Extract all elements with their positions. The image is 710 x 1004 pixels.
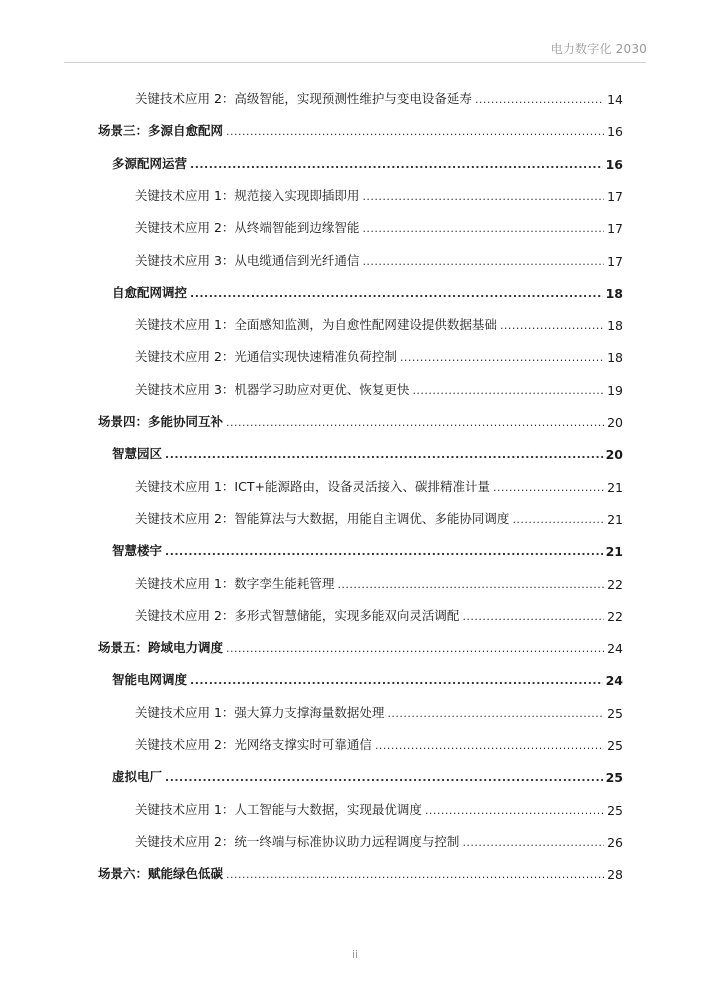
- toc-leader-dots: [226, 642, 604, 656]
- toc-entry-level-3[interactable]: [135, 729, 623, 753]
- toc-entry-title: 关键技术应用 2：光网络支撑实时可靠通信: [135, 737, 372, 752]
- toc-entry-title: 关键技术应用 3：机器学习助应对更优、恢复更快: [135, 381, 410, 397]
- toc-entry-page: 17: [607, 221, 623, 237]
- toc-entry-title: 关键技术应用 3：从电缆通信到光纤通信: [135, 252, 360, 268]
- toc-entry-level-1[interactable]: [98, 632, 623, 656]
- toc-entry-title: 关键技术应用 1：ICT+能源路由，设备灵活接入、碳排精准计量: [135, 478, 490, 494]
- toc-entry-page: 18: [607, 318, 623, 334]
- toc-entry-title: 场景六：赋能绿色低碳: [98, 866, 224, 882]
- toc-entry-title: 关键技术应用 2：光通信实现快速精准负荷控制: [135, 349, 397, 365]
- toc-entry-level-2[interactable]: [112, 761, 623, 785]
- toc-leader-dots: [412, 384, 604, 398]
- toc-entry-level-2[interactable]: [112, 277, 623, 301]
- toc-entry-title: 关键技术应用 2：统一终端与标准协议助力远程调度与控制: [135, 833, 460, 849]
- toc-entry-level-3[interactable]: [135, 503, 623, 527]
- toc-entry-page: 25: [605, 770, 623, 786]
- toc-entry-page: 18: [605, 285, 623, 301]
- toc-entry-level-2[interactable]: [112, 664, 623, 688]
- toc-entry-page: 24: [605, 673, 623, 689]
- toc-entry-level-3[interactable]: [135, 471, 623, 495]
- toc-entry-level-2[interactable]: [112, 535, 623, 559]
- toc-entry-page: 25: [607, 705, 623, 721]
- toc-entry-title: 自愈配网调控: [112, 284, 188, 300]
- toc-leader-dots: [362, 222, 604, 236]
- toc-entry-page: 28: [607, 867, 623, 883]
- toc-leader-dots: [337, 578, 604, 592]
- toc-entry-level-3[interactable]: [135, 826, 623, 850]
- toc-entry-title: 智慧楼宇: [112, 543, 163, 559]
- toc-entry-page: 16: [607, 124, 623, 140]
- toc-leader-dots: [425, 804, 604, 818]
- toc-entry-page: 25: [607, 802, 623, 818]
- toc-leader-dots: [462, 610, 604, 624]
- toc-leader-dots: [362, 190, 604, 204]
- toc-leader-dots: [190, 287, 603, 301]
- toc-entry-level-3[interactable]: [135, 212, 623, 236]
- toc-entry-level-3[interactable]: [135, 83, 623, 107]
- toc-leader-dots: [362, 255, 604, 269]
- toc-entry-level-3[interactable]: [135, 794, 623, 818]
- toc-entry-title: 场景四：多能协同互补: [98, 414, 224, 429]
- toc-entry-page: 22: [607, 608, 623, 624]
- toc-leader-dots: [400, 351, 604, 365]
- toc-leader-dots: [226, 125, 604, 139]
- toc-entry-level-3[interactable]: [135, 245, 623, 269]
- toc-leader-dots: [226, 868, 604, 882]
- toc-entry-title: 虚拟电厂: [112, 769, 163, 785]
- toc-entry-title: 多源配网运营: [112, 155, 188, 171]
- toc-entry-page: 16: [605, 156, 623, 172]
- toc-entry-page: 19: [607, 382, 623, 398]
- toc-entry-page: 20: [605, 447, 623, 463]
- toc-entry-level-3[interactable]: [135, 309, 623, 333]
- toc-leader-dots: [190, 158, 603, 172]
- toc-leader-dots: [462, 836, 604, 850]
- toc-entry-title: 关键技术应用 1：强大算力支撑海量数据处理: [135, 704, 385, 720]
- toc-entry-page: 17: [607, 253, 623, 269]
- toc-entry-title: 关键技术应用 2：多形式智慧储能，实现多能双向灵活调配: [135, 607, 460, 623]
- toc-entry-page: 21: [605, 544, 623, 560]
- toc-entry-page: 20: [607, 415, 623, 430]
- toc-leader-dots: [165, 771, 603, 785]
- toc-entry-level-2[interactable]: [112, 148, 623, 172]
- toc-entry-page: 22: [607, 576, 623, 592]
- toc-entry-page: 14: [607, 92, 623, 107]
- toc-entry-page: 21: [607, 479, 623, 495]
- toc-leader-dots: [387, 707, 604, 721]
- toc-leader-dots: [475, 93, 604, 107]
- toc-entry-title: 关键技术应用 2：高级智能，实现预测性维护与变电设备延寿: [135, 91, 472, 106]
- toc-entry-page: 26: [607, 834, 623, 850]
- toc-entry-page: 18: [607, 350, 623, 366]
- toc-entry-level-3[interactable]: [135, 180, 623, 204]
- header-divider: [64, 62, 646, 63]
- toc-entry-page: 17: [607, 188, 623, 204]
- toc-entry-level-1[interactable]: [98, 406, 623, 430]
- toc-entry-level-1[interactable]: [98, 858, 623, 882]
- toc-leader-dots: [190, 674, 603, 688]
- page-number: ii: [351, 948, 359, 961]
- toc-entry-title: 关键技术应用 1：全面感知监测，为自愈性配网建设提供数据基础: [135, 317, 497, 333]
- toc-entry-title: 场景三：多源自愈配网: [98, 123, 224, 139]
- toc-leader-dots: [165, 545, 603, 559]
- toc-entry-title: 关键技术应用 1：数字孪生能耗管理: [135, 575, 335, 591]
- toc-entry-title: 智能电网调度: [112, 672, 188, 688]
- toc-entry-title: 关键技术应用 1：规范接入实现即插即用: [135, 187, 360, 203]
- toc-leader-dots: [165, 448, 603, 462]
- toc-entry-level-1[interactable]: [98, 115, 623, 139]
- toc-entry-level-3[interactable]: [135, 341, 623, 365]
- toc-entry-title: 关键技术应用 1：人工智能与大数据，实现最优调度: [135, 801, 422, 817]
- toc-leader-dots: [493, 481, 604, 495]
- toc-entry-level-2[interactable]: [112, 438, 623, 462]
- toc-entry-level-3[interactable]: [135, 600, 623, 624]
- toc-leader-dots: [512, 513, 604, 527]
- toc-entry-title: 场景五：跨域电力调度: [98, 640, 224, 656]
- toc-entry-title: 关键技术应用 2：智能算法与大数据，用能自主调优、多能协同调度: [135, 510, 510, 526]
- toc-entry-page: 21: [607, 511, 623, 527]
- toc-leader-dots: [226, 416, 604, 430]
- toc-entry-page: 24: [607, 641, 623, 657]
- toc-entry-level-3[interactable]: [135, 374, 623, 398]
- toc-entry-title: 智慧园区: [112, 446, 163, 462]
- toc-entry-level-3[interactable]: [135, 568, 623, 592]
- toc-leader-dots: [500, 319, 604, 333]
- toc-entry-page: 25: [607, 738, 623, 753]
- toc-entry-level-3[interactable]: [135, 697, 623, 721]
- toc-entry-title: 关键技术应用 2：从终端智能到边缘智能: [135, 220, 360, 236]
- toc-leader-dots: [375, 739, 604, 753]
- header-title: 电力数字化 2030: [550, 42, 647, 56]
